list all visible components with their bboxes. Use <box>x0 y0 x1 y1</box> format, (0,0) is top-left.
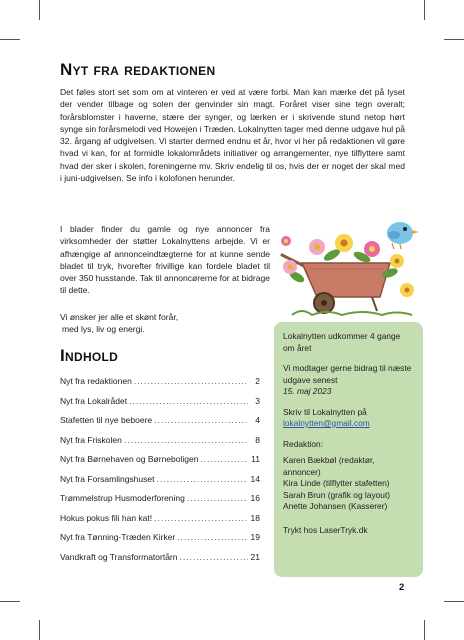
crop-mark <box>39 620 40 640</box>
editor-name: Anette Johansen (Kasserer) <box>283 501 388 511</box>
crop-mark <box>424 620 425 640</box>
editor-list <box>283 455 414 513</box>
crop-mark <box>444 601 464 602</box>
editor-name: Kira Linde (tilflytter stafetten) <box>283 478 390 488</box>
frequency-text: Lokalnytten udkommer 4 gange om året <box>283 331 401 353</box>
toc-leader-dots <box>124 435 248 445</box>
toc-leader-dots <box>154 513 248 523</box>
wheelbarrow-flowers-illustration <box>272 215 422 320</box>
editor-name: Karen Bækbøl (redaktør, annoncer) <box>283 455 375 477</box>
crop-mark <box>444 39 464 40</box>
toc-entry-page: 14 <box>250 473 260 484</box>
toc-leader-dots <box>156 474 248 484</box>
toc-entry[interactable] <box>60 435 260 455</box>
toc-entry-title: Nyt fra Forsamlingshuset <box>60 473 155 484</box>
deadline-text: Vi modtager gerne bidrag til næste udgave senest <box>283 363 412 385</box>
toc-entry-page: 2 <box>255 376 260 386</box>
colophon-box <box>274 322 423 577</box>
toc-leader-dots <box>179 552 248 562</box>
toc-leader-dots <box>154 415 248 425</box>
toc-entry-page: 3 <box>255 395 260 406</box>
greeting-line: med lys, liv og energi. <box>62 324 145 335</box>
toc-leader-dots <box>129 396 248 406</box>
toc-entry-page: 16 <box>250 493 260 503</box>
toc-entry[interactable] <box>60 376 260 396</box>
toc-leader-dots <box>177 532 248 542</box>
toc-entry[interactable] <box>60 552 260 572</box>
editorial-label: Redaktion: <box>283 438 324 449</box>
toc-entry-title: Nyt fra Lokalrådet <box>60 395 128 406</box>
deadline-block <box>283 363 414 398</box>
crop-mark <box>39 0 40 20</box>
toc-entry[interactable] <box>60 454 260 474</box>
toc-leader-dots <box>200 454 248 464</box>
contact-block <box>283 407 414 430</box>
toc-heading: Indhold <box>60 346 119 365</box>
toc-entry-title: Nyt fra Børnehaven og Børneboligen <box>60 454 199 464</box>
table-of-contents <box>60 376 260 571</box>
deadline-date: 15. maj 2023 <box>283 386 332 396</box>
toc-entry[interactable] <box>60 474 260 494</box>
intro-paragraph: Det føles stort set som om at vinteren er ved at være forbi. Man kan mærke det på lyset der vender tilbage og solen der genvinder sin magt. Foråret viser sine tegn overalt; forårsblomster i haverne, stære der synger, og lærken er i skrivende stund netop hørt synge sin forårsmelodi ved Howejen i Træden. Lokalnytten tager med denne udgave hul på 32. årgang af udgivelsen. Vi starter dermed endnu et år, hvor vi her på redaktionen vil gøre hvad vi kan, for at formidle lokalområdets initiativer og arrangementer, nye tilflyttere samt hvad der sker i skolen, foreningerne mv. Skriv endelig til os, hvis der er noget der skal med i juni-udgivelsen. Se info i kolofonen herunder. <box>60 87 405 184</box>
ads-paragraph: I blader finder du gamle og nye annoncer fra virksomheder der støtter Lokalnyttens arbejde. Vi er afhængige af annonceindtægterne for at kunne sende bladet til tryk, hvorefter frivillige kan fordele bladet til over 350 husstande. Tak til annoncørerne for at bidrage til dette. <box>60 224 270 296</box>
toc-entry-title: Nyt fra Tønning-Træden Kirker <box>60 532 176 542</box>
crop-mark <box>0 601 20 602</box>
page-number: 2 <box>399 582 405 593</box>
toc-entry-page: 4 <box>255 415 260 425</box>
toc-leader-dots <box>134 376 248 386</box>
editor-name: Sarah Brun (grafik og layout) <box>283 489 391 500</box>
toc-entry-page: 19 <box>250 532 260 542</box>
email-link[interactable]: lokalnytten@gmail.com <box>283 418 370 428</box>
toc-entry-title: Stafetten til nye beboere <box>60 415 153 425</box>
toc-entry-title: Hokus pokus fili han kat! <box>60 512 153 523</box>
printer-text: Trykt hos LaserTryk.dk <box>283 524 368 535</box>
toc-entry-title: Nyt fra redaktionen <box>60 376 132 386</box>
greeting-line: Vi ønsker jer alle et skønt forår, <box>60 312 179 322</box>
toc-entry[interactable] <box>60 396 260 416</box>
toc-entry[interactable] <box>60 532 260 552</box>
greeting <box>60 311 270 336</box>
toc-leader-dots <box>187 493 248 503</box>
toc-entry-page: 21 <box>250 551 260 562</box>
contact-text: Skriv til Lokalnytten på <box>283 406 367 417</box>
toc-entry-page: 11 <box>251 454 260 464</box>
toc-entry-title: Trømmelstrup Husmoderforening <box>60 493 185 503</box>
toc-entry-page: 8 <box>255 434 260 445</box>
toc-entry[interactable] <box>60 493 260 513</box>
toc-entry[interactable] <box>60 415 260 435</box>
toc-entry-page: 18 <box>250 512 260 523</box>
toc-entry-title: Vandkraft og Transformatortårn <box>60 551 178 562</box>
crop-mark <box>424 0 425 20</box>
toc-entry[interactable] <box>60 513 260 533</box>
section-heading: Nyt fra redaktionen <box>60 60 216 79</box>
toc-entry-title: Nyt fra Friskolen <box>60 434 122 445</box>
crop-mark <box>0 39 20 40</box>
